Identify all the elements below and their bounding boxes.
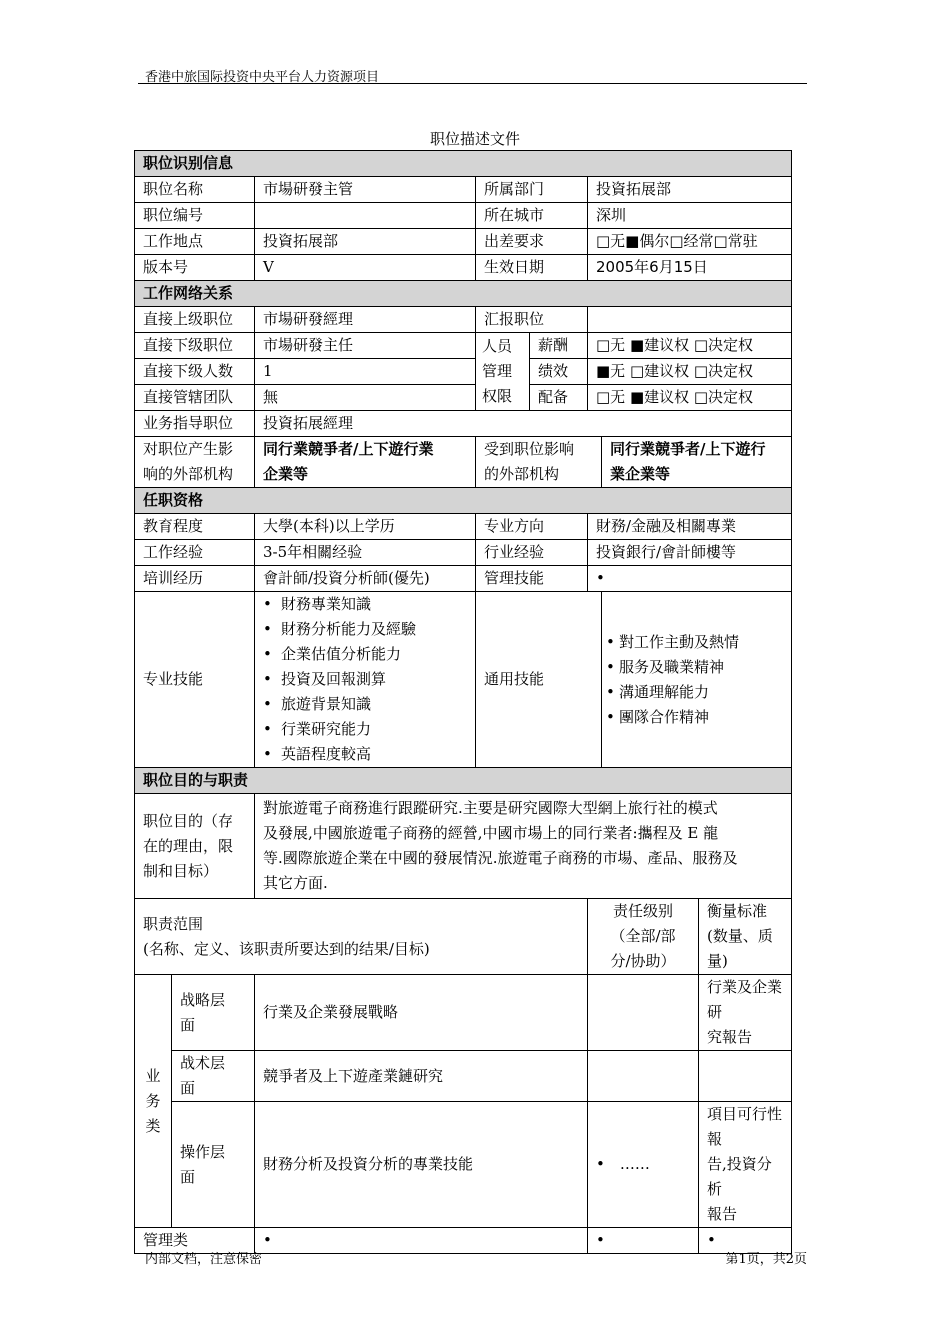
tactical-label: 战术层 面 bbox=[172, 1051, 255, 1102]
tactical-measure bbox=[699, 1051, 792, 1102]
version-label: 版本号 bbox=[135, 255, 255, 281]
edu: 大學(本科)以上学历 bbox=[255, 514, 476, 540]
ext-affected: 同行業競爭者/上下遊行 業企業等 bbox=[602, 437, 792, 488]
effective-date: 2005年6月15日 bbox=[588, 255, 792, 281]
ind-exp: 投資銀行/會計師樓等 bbox=[588, 540, 792, 566]
alloc-authority: □无 ■建议权 □决定权 bbox=[588, 385, 792, 411]
guide: 投資拓展經理 bbox=[255, 411, 792, 437]
pos-name: 市場研發主管 bbox=[255, 177, 476, 203]
mgmt-duty: • bbox=[255, 1228, 588, 1254]
pos-name-label: 职位名称 bbox=[135, 177, 255, 203]
pro-skill-item: • 財務專業知識 bbox=[263, 592, 467, 617]
operational-duty: 財務分析及投資分析的專業技能 bbox=[255, 1102, 588, 1228]
major-label: 专业方向 bbox=[476, 514, 588, 540]
gen-skill-item: • 對工作主動及熱情 bbox=[606, 630, 783, 655]
purpose-label: 职位目的（存 在的理由，限 制和目标） bbox=[135, 794, 255, 899]
pos-no bbox=[255, 203, 476, 229]
superior-label: 直接上级职位 bbox=[135, 307, 255, 333]
document-title: 职位描述文件 bbox=[429, 130, 520, 148]
team: 無 bbox=[255, 385, 476, 411]
pro-skill-item: • 旅遊背景知識 bbox=[263, 692, 467, 717]
sub-count: 1 bbox=[255, 359, 476, 385]
mgmt-measure: • bbox=[699, 1228, 792, 1254]
pro-skills bbox=[255, 592, 476, 768]
footer-confidential: 内部文档，注意保密 bbox=[145, 1252, 263, 1267]
business-category-label: 业 务 类 bbox=[135, 975, 172, 1228]
perf-label: 绩效 bbox=[530, 359, 588, 385]
superior: 市場研發經理 bbox=[255, 307, 476, 333]
report-label: 汇报职位 bbox=[476, 307, 588, 333]
tactical-level bbox=[588, 1051, 699, 1102]
gen-skills bbox=[602, 592, 792, 768]
operational-measure: 項目可行性報 告,投資分析 報告 bbox=[699, 1102, 792, 1228]
city: 深圳 bbox=[588, 203, 792, 229]
pro-skill-item: • 企業估值分析能力 bbox=[263, 642, 467, 667]
gen-skill-item: • 團隊合作精神 bbox=[606, 705, 783, 730]
exp-label: 工作经验 bbox=[135, 540, 255, 566]
pos-no-label: 职位编号 bbox=[135, 203, 255, 229]
pro-skill-item: • 投資及回報測算 bbox=[263, 667, 467, 692]
training: 會計師/投資分析師(優先) bbox=[255, 566, 476, 592]
mgmt-skill: • bbox=[588, 566, 792, 592]
pro-skill-item: • 行業研究能力 bbox=[263, 717, 467, 742]
travel: □无■偶尔□经常□常驻 bbox=[588, 229, 792, 255]
section-purpose: 职位目的与职责 bbox=[135, 768, 792, 794]
ext-affect: 同行業競爭者/上下遊行業 企業等 bbox=[255, 437, 476, 488]
edu-label: 教育程度 bbox=[135, 514, 255, 540]
operational-level: • …… bbox=[588, 1102, 699, 1228]
location-label: 工作地点 bbox=[135, 229, 255, 255]
city-label: 所在城市 bbox=[476, 203, 588, 229]
strategic-level bbox=[588, 975, 699, 1051]
pro-skill-item: • 財務分析能力及經驗 bbox=[263, 617, 467, 642]
operational-label: 操作层 面 bbox=[172, 1102, 255, 1228]
job-description-table bbox=[134, 150, 792, 1254]
version: V bbox=[255, 255, 476, 281]
travel-label: 出差要求 bbox=[476, 229, 588, 255]
page-header: 香港中旅国际投资中央平台人力资源项目 bbox=[145, 70, 380, 85]
mgmt-category-label: 管理类 bbox=[135, 1228, 255, 1254]
sub-label: 直接下级职位 bbox=[135, 333, 255, 359]
strategic-duty: 行業及企業發展戰略 bbox=[255, 975, 588, 1051]
ext-affect-label: 对职位产生影 响的外部机构 bbox=[135, 437, 255, 488]
gen-skill-item: • 溝通理解能力 bbox=[606, 680, 783, 705]
dept: 投資拓展部 bbox=[588, 177, 792, 203]
header-rule bbox=[138, 83, 807, 84]
purpose-text: 對旅遊電子商務進行跟蹤研究.主要是研究國際大型網上旅行社的模式 及發展,中國旅遊電子商務的經營,中國市場上的同行業者:攜程及 E 龍 等.國際旅遊企業在中國的發展情況.旅遊電子商務的市場、產品、服務及 其它方面. bbox=[255, 794, 792, 899]
report bbox=[588, 307, 792, 333]
ext-affected-label: 受到职位影响 的外部机构 bbox=[476, 437, 602, 488]
section-id-info: 职位识别信息 bbox=[135, 151, 792, 177]
mgmt-skill-label: 管理技能 bbox=[476, 566, 588, 592]
team-label: 直接管辖团队 bbox=[135, 385, 255, 411]
guide-label: 业务指导职位 bbox=[135, 411, 255, 437]
level-header: 责任级别 （全部/部 分/协助） bbox=[588, 899, 699, 975]
mgmt-level: • bbox=[588, 1228, 699, 1254]
strategic-label: 战略层 面 bbox=[172, 975, 255, 1051]
location: 投資拓展部 bbox=[255, 229, 476, 255]
tactical-duty: 競爭者及上下遊產業鏈研究 bbox=[255, 1051, 588, 1102]
pay-authority: □无 ■建议权 □决定权 bbox=[588, 333, 792, 359]
section-network: 工作网络关系 bbox=[135, 281, 792, 307]
gen-skill-item: • 服务及職業精神 bbox=[606, 655, 783, 680]
exp: 3-5年相關经验 bbox=[255, 540, 476, 566]
footer-page-number: 第1页，共2页 bbox=[725, 1252, 807, 1267]
gen-skill-label: 通用技能 bbox=[476, 592, 602, 768]
perf-authority: ■无 □建议权 □决定权 bbox=[588, 359, 792, 385]
pro-skill-label: 专业技能 bbox=[135, 592, 255, 768]
alloc-label: 配备 bbox=[530, 385, 588, 411]
training-label: 培训经历 bbox=[135, 566, 255, 592]
section-qualifications: 任职资格 bbox=[135, 488, 792, 514]
ind-exp-label: 行业经验 bbox=[476, 540, 588, 566]
pay-label: 薪酬 bbox=[530, 333, 588, 359]
scope-header: 职责范围 (名称、定义、该职责所要达到的结果/目标) bbox=[135, 899, 588, 975]
sub-count-label: 直接下级人数 bbox=[135, 359, 255, 385]
pro-skill-item: • 英語程度較高 bbox=[263, 742, 467, 767]
authority-label: 人员 管理 权限 bbox=[476, 333, 530, 411]
sub: 市場研發主任 bbox=[255, 333, 476, 359]
measure-header: 衡量标准 (数量、质量) bbox=[699, 899, 792, 975]
strategic-measure: 行業及企業研 究報告 bbox=[699, 975, 792, 1051]
dept-label: 所属部门 bbox=[476, 177, 588, 203]
effective-label: 生效日期 bbox=[476, 255, 588, 281]
major: 財務/金融及相關專業 bbox=[588, 514, 792, 540]
